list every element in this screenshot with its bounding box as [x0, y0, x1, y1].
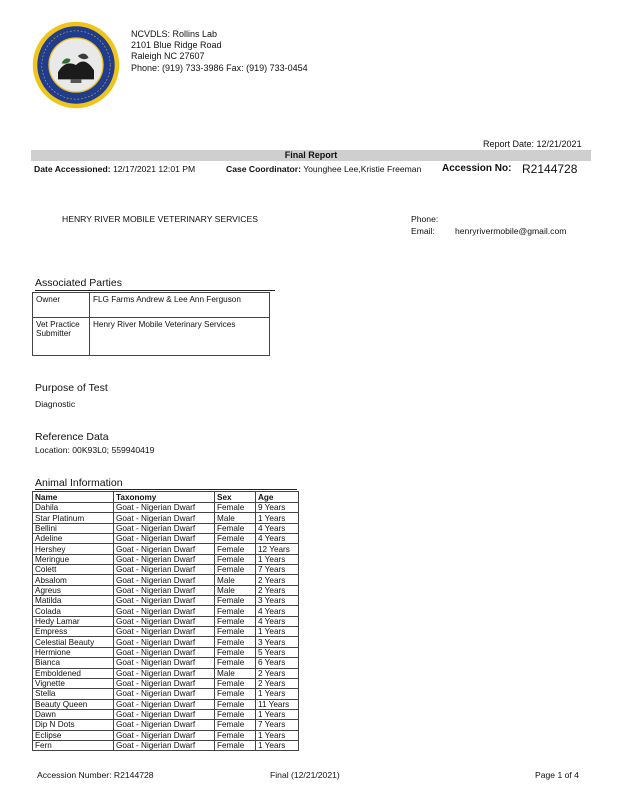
- cell-name: Dip N Dots: [33, 720, 114, 730]
- table-row: [33, 678, 299, 688]
- cell-sex: Male: [215, 513, 256, 523]
- cell-name: Empress: [33, 627, 114, 637]
- cell-taxonomy: Goat - Nigerian Dwarf: [114, 575, 215, 585]
- cell-name: Stella: [33, 689, 114, 699]
- cell-taxonomy: Goat - Nigerian Dwarf: [114, 637, 215, 647]
- cell-name: Fern: [33, 740, 114, 750]
- cell-taxonomy: Goat - Nigerian Dwarf: [114, 544, 215, 554]
- cell-age: 9 Years: [256, 503, 299, 513]
- cell-name: Dahila: [33, 503, 114, 513]
- table-row: [33, 523, 299, 533]
- date-accessioned: [34, 164, 195, 174]
- cell-age: 1 Years: [256, 709, 299, 719]
- cell-sex: Male: [215, 575, 256, 585]
- cell-age: 1 Years: [256, 689, 299, 699]
- report-date: Report Date: 12/21/2021: [483, 139, 582, 149]
- cell-sex: Female: [215, 740, 256, 750]
- lab-info: [131, 29, 308, 74]
- cell-name: Bellini: [33, 523, 114, 533]
- cell-taxonomy: Goat - Nigerian Dwarf: [114, 523, 215, 533]
- cell-sex: Female: [215, 616, 256, 626]
- cell-age: 11 Years: [256, 699, 299, 709]
- col-header-sex: Sex: [215, 492, 256, 503]
- table-row: [33, 637, 299, 647]
- accession-number: R2144728: [522, 162, 578, 176]
- cell-name: Star Platinum: [33, 513, 114, 523]
- reference-title: Reference Data: [35, 431, 109, 443]
- cell-taxonomy: Goat - Nigerian Dwarf: [114, 647, 215, 657]
- table-row: [33, 554, 299, 564]
- cell-age: 1 Years: [256, 730, 299, 740]
- accession-label: Accession No:: [442, 163, 512, 174]
- cell-sex: Female: [215, 678, 256, 688]
- cell-taxonomy: Goat - Nigerian Dwarf: [114, 503, 215, 513]
- table-row: [33, 503, 299, 513]
- cell-age: 1 Years: [256, 513, 299, 523]
- purpose-value: Diagnostic: [35, 399, 76, 409]
- cell-sex: Female: [215, 709, 256, 719]
- case-coordinator: [226, 164, 421, 174]
- cell-taxonomy: Goat - Nigerian Dwarf: [114, 585, 215, 595]
- cell-age: 1 Years: [256, 627, 299, 637]
- cell-taxonomy: Goat - Nigerian Dwarf: [114, 678, 215, 688]
- cell-age: 3 Years: [256, 637, 299, 647]
- cell-age: 4 Years: [256, 534, 299, 544]
- table-row: [33, 534, 299, 544]
- client-email: henryrivermobile@gmail.com: [455, 226, 567, 236]
- cell-name: Bianca: [33, 658, 114, 668]
- cell-sex: Female: [215, 523, 256, 533]
- cell-name: Adeline: [33, 534, 114, 544]
- cell-sex: Female: [215, 689, 256, 699]
- table-row: [33, 647, 299, 657]
- cell-name: Celestial Beauty: [33, 637, 114, 647]
- cell-sex: Female: [215, 596, 256, 606]
- table-row: [33, 565, 299, 575]
- cell-sex: Female: [215, 699, 256, 709]
- cell-name: Eclipse: [33, 730, 114, 740]
- case-coordinator-value: Younghee Lee,Kristie Freeman: [303, 164, 422, 174]
- cell-taxonomy: Goat - Nigerian Dwarf: [114, 606, 215, 616]
- cell-sex: Male: [215, 585, 256, 595]
- animal-info-title: Animal Information: [35, 477, 123, 489]
- owner-label: Owner: [33, 293, 90, 318]
- table-row: [33, 544, 299, 554]
- cell-sex: Female: [215, 627, 256, 637]
- lab-address-line2: Raleigh NC 27607: [131, 51, 205, 62]
- cell-taxonomy: Goat - Nigerian Dwarf: [114, 689, 215, 699]
- cell-taxonomy: Goat - Nigerian Dwarf: [114, 699, 215, 709]
- cell-age: 2 Years: [256, 575, 299, 585]
- animal-table: [32, 491, 299, 751]
- cell-age: 7 Years: [256, 720, 299, 730]
- cell-age: 12 Years: [256, 544, 299, 554]
- table-row: [33, 575, 299, 585]
- cell-age: 1 Years: [256, 554, 299, 564]
- cell-age: 1 Years: [256, 740, 299, 750]
- cell-taxonomy: Goat - Nigerian Dwarf: [114, 534, 215, 544]
- table-row: [33, 616, 299, 626]
- cell-sex: Female: [215, 554, 256, 564]
- cell-sex: Female: [215, 637, 256, 647]
- cell-age: 4 Years: [256, 616, 299, 626]
- table-row: [33, 668, 299, 678]
- cell-name: Colada: [33, 606, 114, 616]
- col-header-name: Name: [33, 492, 114, 503]
- table-row: [33, 658, 299, 668]
- footer-page: Page 1 of 4: [535, 770, 579, 780]
- table-row: [33, 627, 299, 637]
- cell-age: 4 Years: [256, 606, 299, 616]
- cell-name: Meringue: [33, 554, 114, 564]
- section-divider: [35, 290, 275, 291]
- footer-status: Final (12/21/2021): [270, 770, 340, 780]
- cell-sex: Female: [215, 606, 256, 616]
- cell-age: 6 Years: [256, 658, 299, 668]
- department-seal-logo: [31, 20, 121, 110]
- vet-submitter-value: Henry River Mobile Veterinary Services: [90, 318, 270, 356]
- final-report-banner: Final Report: [31, 150, 591, 161]
- case-coordinator-label: Case Coordinator:: [226, 164, 301, 174]
- cell-age: 2 Years: [256, 585, 299, 595]
- cell-taxonomy: Goat - Nigerian Dwarf: [114, 565, 215, 575]
- cell-taxonomy: Goat - Nigerian Dwarf: [114, 730, 215, 740]
- table-row: [33, 720, 299, 730]
- cell-name: Vignette: [33, 678, 114, 688]
- lab-name: NCVDLS: Rollins Lab: [131, 29, 218, 39]
- date-accessioned-label: Date Accessioned:: [34, 164, 111, 174]
- purpose-title: Purpose of Test: [35, 382, 108, 394]
- cell-name: Beauty Queen: [33, 699, 114, 709]
- cell-sex: Female: [215, 658, 256, 668]
- cell-taxonomy: Goat - Nigerian Dwarf: [114, 709, 215, 719]
- cell-name: Matilda: [33, 596, 114, 606]
- cell-taxonomy: Goat - Nigerian Dwarf: [114, 627, 215, 637]
- cell-name: Colett: [33, 565, 114, 575]
- footer-accession: Accession Number: R2144728: [37, 770, 154, 780]
- cell-name: Hermione: [33, 647, 114, 657]
- cell-name: Emboldened: [33, 668, 114, 678]
- cell-sex: Female: [215, 534, 256, 544]
- cell-sex: Female: [215, 730, 256, 740]
- table-row: [33, 730, 299, 740]
- associated-parties-table: [32, 292, 270, 356]
- cell-age: 2 Years: [256, 668, 299, 678]
- date-accessioned-value: 12/17/2021 12:01 PM: [112, 164, 196, 174]
- cell-age: 3 Years: [256, 596, 299, 606]
- vet-submitter-label: Vet Practice Submitter: [33, 318, 90, 356]
- cell-age: 7 Years: [256, 565, 299, 575]
- table-row: [33, 513, 299, 523]
- cell-taxonomy: Goat - Nigerian Dwarf: [114, 616, 215, 626]
- cell-age: 5 Years: [256, 647, 299, 657]
- cell-name: Hershey: [33, 544, 114, 554]
- table-row: [33, 596, 299, 606]
- cell-sex: Female: [215, 503, 256, 513]
- lab-phone-fax: Phone: (919) 733-3986 Fax: (919) 733-0454: [131, 62, 308, 73]
- cell-taxonomy: Goat - Nigerian Dwarf: [114, 513, 215, 523]
- phone-label: Phone:: [411, 214, 439, 224]
- col-header-taxonomy: Taxonomy: [114, 492, 215, 503]
- cell-taxonomy: Goat - Nigerian Dwarf: [114, 740, 215, 750]
- associated-parties-title: Associated Parties: [35, 277, 122, 289]
- table-row: [33, 740, 299, 750]
- cell-taxonomy: Goat - Nigerian Dwarf: [114, 668, 215, 678]
- col-header-age: Age: [256, 492, 299, 503]
- cell-taxonomy: Goat - Nigerian Dwarf: [114, 554, 215, 564]
- email-label: Email:: [411, 225, 435, 236]
- cell-taxonomy: Goat - Nigerian Dwarf: [114, 596, 215, 606]
- cell-sex: Female: [215, 565, 256, 575]
- cell-name: Hedy Lamar: [33, 616, 114, 626]
- client-name: HENRY RIVER MOBILE VETERINARY SERVICES: [62, 214, 258, 224]
- cell-sex: Female: [215, 544, 256, 554]
- section-divider: [35, 489, 297, 490]
- cell-name: Absalom: [33, 575, 114, 585]
- cell-sex: Female: [215, 647, 256, 657]
- owner-value: FLG Farms Andrew & Lee Ann Ferguson: [90, 293, 270, 318]
- table-row: [33, 699, 299, 709]
- table-row: [33, 709, 299, 719]
- cell-age: 4 Years: [256, 523, 299, 533]
- reference-value: Location: 00K93L0; 559940419: [35, 445, 155, 455]
- cell-taxonomy: Goat - Nigerian Dwarf: [114, 658, 215, 668]
- lab-address-line1: 2101 Blue Ridge Road: [131, 40, 222, 51]
- cell-name: Dawn: [33, 709, 114, 719]
- table-row: [33, 606, 299, 616]
- client-contact-labels: [411, 214, 438, 237]
- cell-sex: Female: [215, 720, 256, 730]
- cell-sex: Male: [215, 668, 256, 678]
- cell-taxonomy: Goat - Nigerian Dwarf: [114, 720, 215, 730]
- cell-age: 2 Years: [256, 678, 299, 688]
- cell-name: Agreus: [33, 585, 114, 595]
- table-row: [33, 585, 299, 595]
- table-row: [33, 689, 299, 699]
